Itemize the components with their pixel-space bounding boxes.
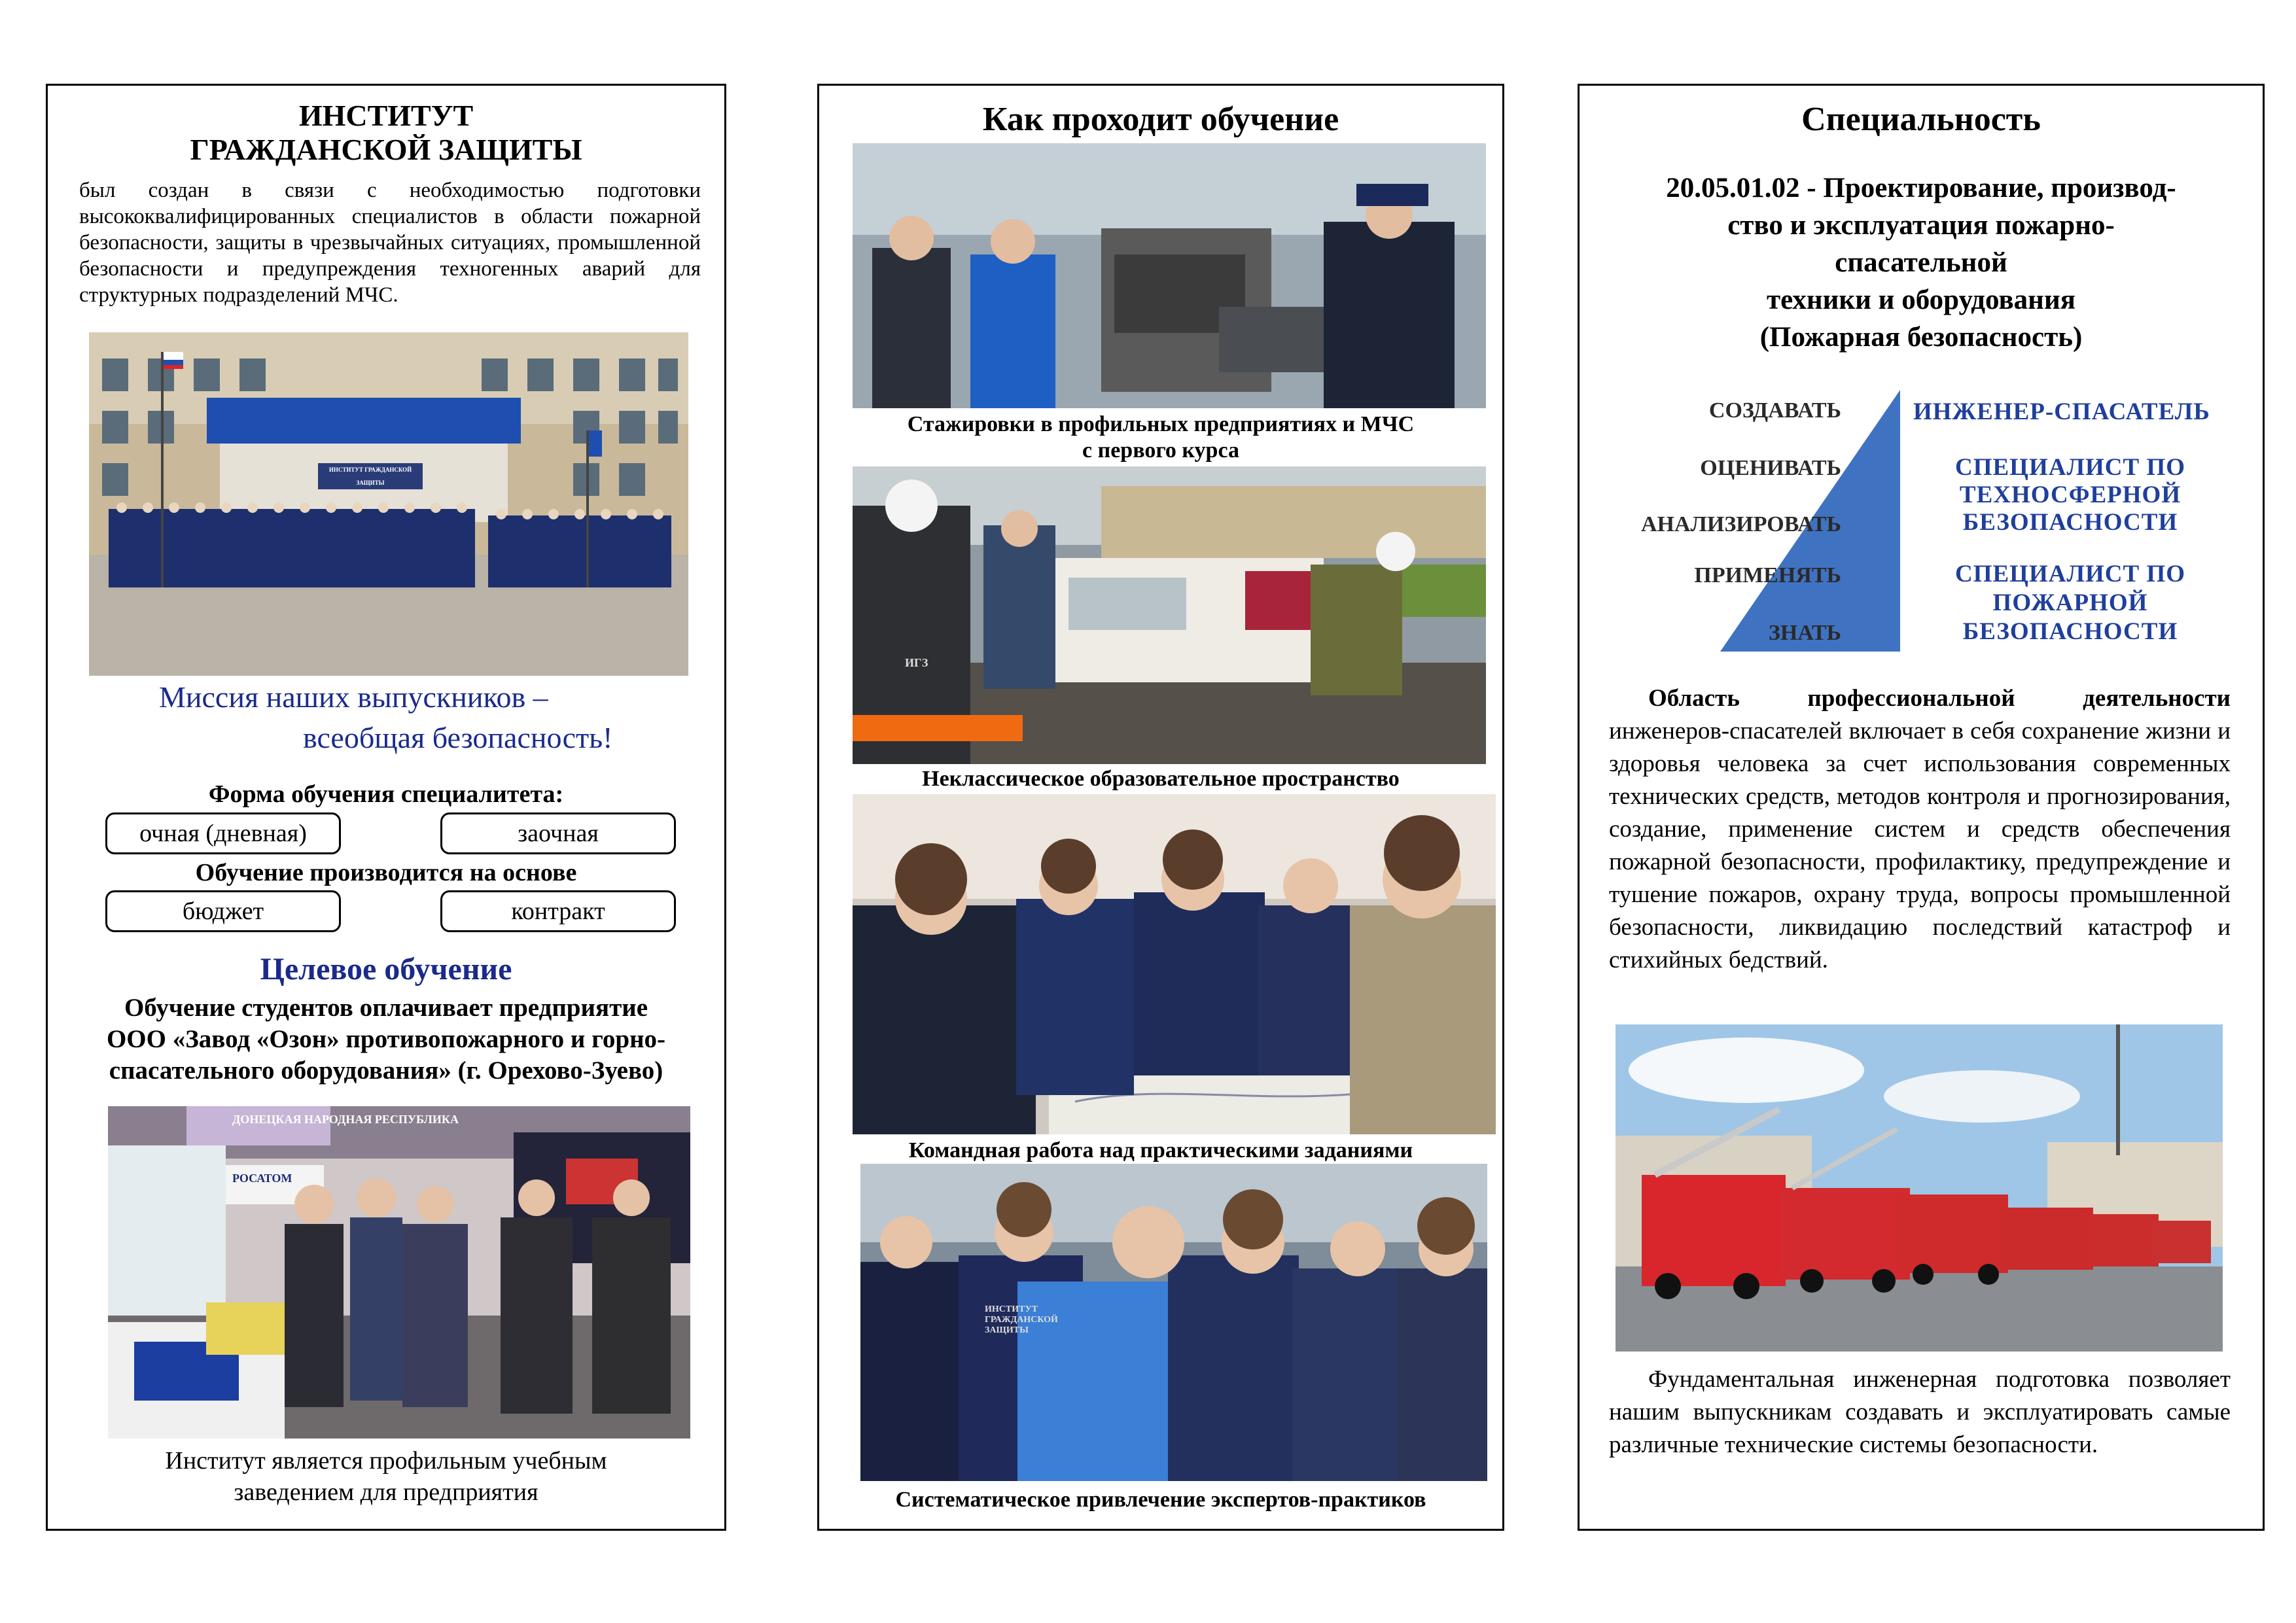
teamwork-caption: Командная работа над практическими заданиями (908, 1138, 1413, 1162)
workshop-caption-line-2: с первого курса (1082, 438, 1239, 462)
specialty-line-3: спасательной (1835, 247, 2007, 278)
role-engineer-rescuer: ИНЖЕНЕР-СПАСАТЕЛЬ (1913, 398, 2210, 425)
professional-area-lead: Область профессиональной деятельности (1648, 685, 2231, 712)
teamwork-photo (853, 794, 1496, 1134)
uniform-label: ИНСТИТУТ ГРАЖДАНСКОЙ ЗАЩИТЫ (985, 1304, 1058, 1335)
rescue-drill-caption: Неклассическое образовательное пространство (922, 767, 1400, 791)
institute-intro: был создан в связи с необходимостью подготовки высококвалифицированных специалистов в области пожарной безопасности, защиты в чрезвычайных ситуациях, промышленной безопасности и предупреждения техногенных аварий для структурных подразделений МЧС. (79, 179, 701, 307)
role-fire-safety-line-1: СПЕЦИАЛИСТ ПО (1954, 561, 2186, 587)
institute-title (48, 99, 724, 167)
target-text-line-2: ООО «Завод «Озон» противопожарного и горно- (106, 1025, 666, 1053)
role-fire-safety (1913, 560, 2227, 646)
panel-institute (46, 84, 726, 1531)
basis-title: Обучение производится на основе (195, 859, 577, 886)
specialty-line-2: ство и эксплуатация пожарно- (1727, 210, 2115, 241)
form-option-correspondence: заочная (440, 812, 676, 854)
target-text (48, 992, 724, 1087)
learning-title: Как проходит обучение (982, 101, 1339, 138)
fire-trucks-photo (1616, 1024, 2223, 1352)
pyramid-level-1: СОЗДАВАТЬ (1708, 398, 1841, 423)
expo-caption-line-2: заведением для предприятия (234, 1478, 539, 1506)
panel-specialty (1578, 84, 2265, 1531)
specialty-line-1: 20.05.01.02 - Проектирование, производ- (1666, 173, 2176, 203)
role-technosphere-line-1: СПЕЦИАЛИСТ ПО (1954, 454, 2186, 481)
expo-caption-line-1: Институт является профильным учебным (165, 1447, 607, 1475)
pyramid-level-2: ОЦЕНИВАТЬ (1700, 456, 1841, 480)
workshop-caption-line-1: Стажировки в профильных предприятиях и МЧС (907, 412, 1415, 436)
closing-text: Фундаментальная инженерная подготовка позволяет нашим выпускникам создавать и эксплуатировать самые различные технические системы безопасности. (1609, 1366, 2231, 1458)
form-option-fulltime: очная (дневная) (105, 812, 341, 854)
pyramid-level-3: АНАЛИЗИРОВАТЬ (1641, 512, 1841, 536)
target-text-line-3: спасательного оборудования» (г. Орехово-Зуево) (109, 1056, 663, 1085)
specialty-line-4: техники и оборудования (1766, 285, 2075, 315)
specialty-title: Специальность (1801, 101, 2041, 138)
rescue-drill-photo (853, 466, 1486, 764)
workshop-photo (853, 143, 1486, 408)
role-fire-safety-line-2: ПОЖАРНОЙ (1992, 589, 2148, 616)
target-text-line-1: Обучение студентов оплачивает предприятие (124, 994, 648, 1022)
expo-sign-region: ДОНЕЦКАЯ НАРОДНАЯ РЕСПУБЛИКА (232, 1113, 459, 1126)
experts-caption: Систематическое привлечение экспертов-практиков (895, 1488, 1426, 1512)
role-technosphere-line-3: БЕЗОПАСНОСТИ (1962, 509, 2178, 536)
building-photo (89, 332, 688, 676)
basis-option-budget: бюджет (105, 890, 341, 932)
role-fire-safety-line-3: БЕЗОПАСНОСТИ (1962, 618, 2178, 645)
specialty-line-5: (Пожарная безопасность) (1759, 322, 2083, 353)
mission-line-1: Миссия наших выпускников – (159, 680, 548, 714)
role-technosphere (1913, 454, 2227, 536)
expo-sign-rosatom: РОСАТОМ (232, 1172, 292, 1185)
workshop-caption (819, 411, 1502, 464)
role-technosphere-line-2: ТЕХНОСФЕРНОЙ (1959, 481, 2181, 508)
title-line-1: ИНСТИТУТ (298, 99, 474, 132)
expo-caption (48, 1445, 724, 1508)
experts-photo (860, 1164, 1487, 1481)
basis-option-contract: контракт (440, 890, 676, 932)
building-sign: ИНСТИТУТ ГРАЖДАНСКОЙ ЗАЩИТЫ (328, 466, 412, 486)
rescuer-patch: ИГЗ (905, 656, 928, 669)
professional-area-text: инженеров-спасателей включает в себя сохранение жизни и здоровья человека за счет использования современных технических средств, методов контроля и прогнозирования, создание, применение систем и средств обеспечения пожарной безопасности, профилактику, предупреждение и тушение пожаров, охрану труда, вопросы промышленной безопасности, ликвидацию последствий катастроф и стихийных бедствий. (1609, 718, 2231, 973)
mission-line-2: всеобщая безопасность! (303, 721, 613, 754)
pyramid-level-4: ПРИМЕНЯТЬ (1694, 563, 1841, 587)
specialty-code (1580, 169, 2263, 356)
form-title: Форма обучения специалитета: (208, 780, 564, 808)
title-line-2: ГРАЖДАНСКОЙ ЗАЩИТЫ (190, 133, 582, 166)
professional-area (1609, 682, 2231, 977)
panel-learning (817, 84, 1504, 1531)
pyramid-level-5: ЗНАТЬ (1768, 621, 1841, 645)
expo-photo (108, 1106, 690, 1439)
target-title: Целевое обучение (260, 952, 512, 986)
